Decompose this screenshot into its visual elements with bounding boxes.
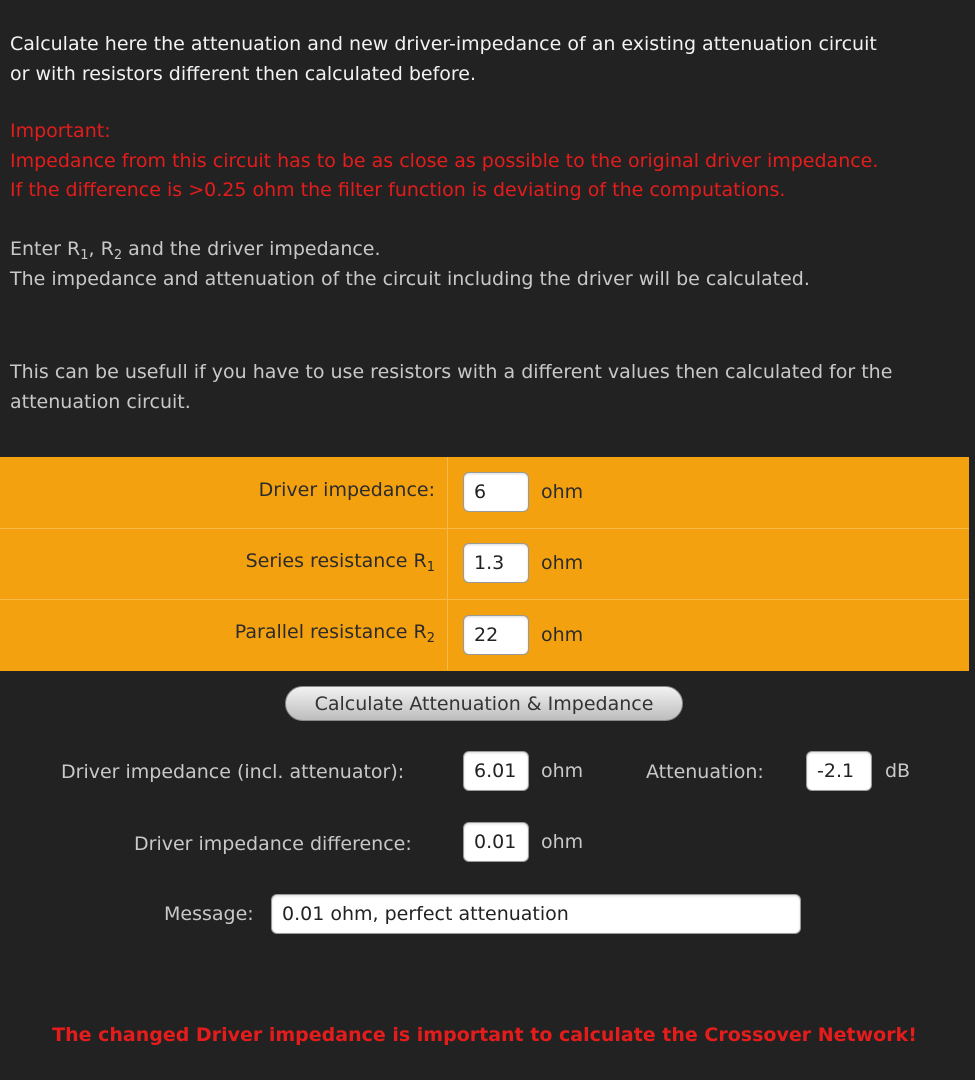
driver-impedance-unit: ohm — [541, 481, 584, 503]
r2-subscript: 2 — [113, 248, 123, 263]
instructions-line-2: The impedance and attenuation of the circuit including the driver will be calculated. — [10, 267, 810, 290]
message-output[interactable] — [271, 894, 801, 934]
driver-impedance-row — [0, 457, 969, 529]
driver-impedance-input[interactable] — [463, 472, 529, 512]
parallel-resistance-label-text: Parallel resistance R — [234, 621, 427, 643]
parallel-resistance-label-cell — [0, 599, 448, 670]
r1-subscript: 1 — [80, 248, 89, 263]
attenuation-unit: dB — [885, 760, 911, 782]
intro-text — [10, 30, 960, 89]
important-heading: Important: — [10, 120, 111, 142]
intro-line-2: or with resistors different then calculated before. — [10, 62, 477, 85]
series-resistance-label — [245, 550, 435, 575]
series-resistance-label-text: Series resistance R — [245, 550, 427, 572]
parallel-resistance-subscript: 2 — [426, 631, 435, 646]
series-resistance-label-cell — [0, 528, 448, 599]
parallel-resistance-input[interactable] — [463, 615, 529, 655]
important-line-1: Impedance from this circuit has to be as close as possible to the original driver impedance. — [10, 149, 879, 172]
driver-impedance-label: Driver impedance: — [258, 479, 435, 501]
instructions-text — [10, 235, 960, 294]
instructions-text-part: Enter R — [10, 238, 81, 260]
series-resistance-unit: ohm — [541, 552, 584, 574]
important-notice — [10, 117, 960, 206]
impedance-incl-unit: ohm — [541, 760, 584, 782]
series-resistance-row — [0, 528, 969, 600]
instructions-line-1 — [10, 238, 381, 263]
message-label: Message: — [164, 903, 254, 925]
parallel-resistance-row — [0, 599, 969, 670]
usage-line-2: attenuation circuit. — [10, 390, 191, 413]
impedance-incl-output[interactable] — [463, 751, 529, 791]
calculate-button[interactable]: Calculate Attenuation & Impedance — [285, 686, 683, 721]
parallel-resistance-unit: ohm — [541, 624, 584, 646]
impedance-difference-output[interactable] — [463, 822, 529, 862]
intro-line-1: Calculate here the attenuation and new driver-impedance of an existing attenuation circuit — [10, 33, 877, 55]
series-resistance-input[interactable] — [463, 543, 529, 583]
instructions-text-part: , R — [88, 238, 114, 260]
input-table — [0, 457, 969, 671]
impedance-difference-unit: ohm — [541, 831, 584, 853]
attenuation-label: Attenuation: — [646, 761, 764, 783]
driver-impedance-label-cell — [0, 457, 448, 528]
important-line-2: If the difference is >0.25 ohm the filter function is deviating of the computations. — [10, 179, 786, 201]
impedance-difference-label: Driver impedance difference: — [134, 833, 412, 855]
impedance-incl-label: Driver impedance (incl. attenuator): — [61, 761, 405, 783]
crossover-warning: The changed Driver impedance is important to calculate the Crossover Network! — [52, 1024, 917, 1046]
instructions-text-part: and the driver impedance. — [122, 238, 381, 260]
parallel-resistance-label — [234, 621, 435, 646]
attenuation-output[interactable] — [806, 751, 872, 791]
usage-line-1: This can be usefull if you have to use resistors with a different values then calculated for the — [10, 361, 893, 383]
series-resistance-subscript: 1 — [426, 560, 435, 575]
usage-note — [10, 358, 960, 417]
